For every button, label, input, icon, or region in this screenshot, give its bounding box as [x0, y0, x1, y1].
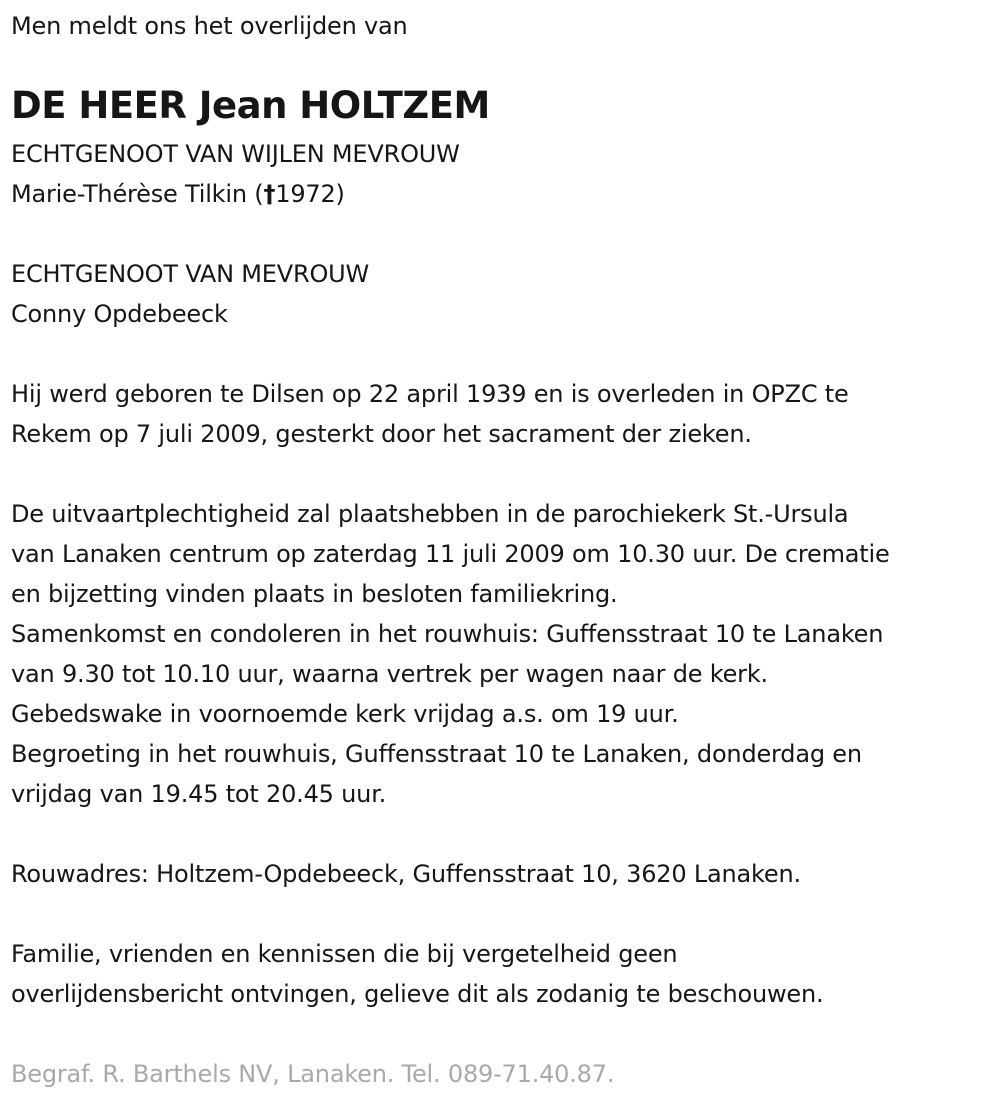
paragraph-line: vrijdag van 19.45 tot 20.45 uur. [11, 780, 387, 808]
paragraph-line: De uitvaartplechtigheid zal plaatshebben in de parochiekerk St.-Ursula [11, 500, 849, 528]
spouse-label: ECHTGENOOT VAN MEVROUW [11, 260, 370, 288]
late-spouse-label: ECHTGENOOT VAN WIJLEN MEVROUW [11, 140, 460, 168]
paragraph-line: Gebedswake in voornoemde kerk vrijdag a.s. om 19 uur. [11, 700, 679, 728]
late-spouse-name-text: Marie-Thérèse Tilkin ( [11, 180, 264, 208]
late-spouse-name [11, 174, 460, 214]
cross-icon: † [263, 180, 276, 208]
funeral-home-credit: Begraf. R. Barthels NV, Lanaken. Tel. 089-71.40.87. [11, 1060, 615, 1088]
late-spouse-death-year: 1972) [275, 180, 345, 208]
mourning-address: Rouwadres: Holtzem-Opdebeeck, Guffensstraat 10, 3620 Lanaken. [11, 860, 801, 888]
address-paragraph [11, 854, 801, 894]
spouse-name: Conny Opdebeeck [11, 300, 228, 328]
ceremony-paragraph [11, 494, 890, 814]
paragraph-line: Rekem op 7 juli 2009, gesterkt door het sacrament der zieken. [11, 420, 752, 448]
paragraph-line: Familie, vrienden en kennissen die bij vergetelheid geen [11, 940, 678, 968]
paragraph-line: en bijzetting vinden plaats in besloten familiekring. [11, 580, 618, 608]
paragraph-line: Hij werd geboren te Dilsen op 22 april 1939 en is overleden in OPZC te [11, 380, 849, 408]
paragraph-line: van 9.30 tot 10.10 uur, waarna vertrek per wagen naar de kerk. [11, 660, 768, 688]
paragraph-line: van Lanaken centrum op zaterdag 11 juli 2009 om 10.30 uur. De crematie [11, 540, 890, 568]
intro-text: Men meldt ons het overlijden van [11, 12, 408, 40]
paragraph-line: overlijdensbericht ontvingen, gelieve dit als zodanig te beschouwen. [11, 980, 824, 1008]
late-spouse-block [11, 134, 460, 214]
closing-paragraph [11, 934, 823, 1014]
paragraph-line: Begroeting in het rouwhuis, Guffensstraat 10 te Lanaken, donderdag en [11, 740, 862, 768]
spouse-block [11, 254, 369, 334]
birth-death-paragraph [11, 374, 849, 454]
deceased-name: DE HEER Jean HOLTZEM [11, 84, 490, 127]
paragraph-line: Samenkomst en condoleren in het rouwhuis: Guffensstraat 10 te Lanaken [11, 620, 884, 648]
